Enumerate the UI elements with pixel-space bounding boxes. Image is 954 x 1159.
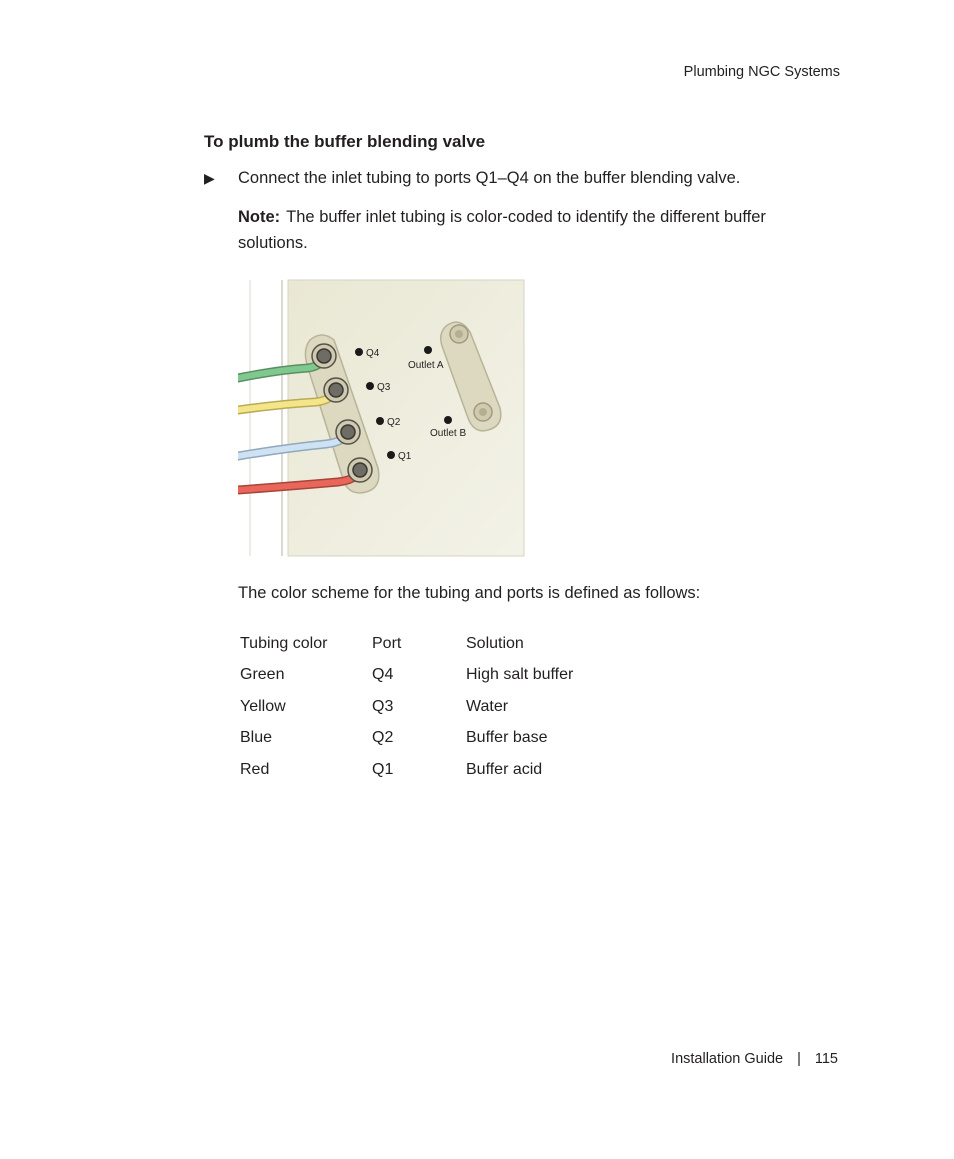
port-label-q2: Q2: [387, 417, 401, 428]
valve-illustration: [238, 278, 526, 558]
page-number: 115: [814, 1051, 838, 1067]
port-dot-q1: [387, 451, 395, 459]
port-label-q3: Q3: [377, 382, 391, 393]
table-row: [238, 723, 626, 755]
cell-solution: High salt buffer: [466, 666, 574, 684]
port-dot-q4: [355, 348, 363, 356]
cell-tubing-color: Green: [240, 666, 285, 684]
header-tubing-color: Tubing color: [240, 634, 328, 652]
table-row: [238, 660, 626, 692]
port-label-q4: Q4: [366, 348, 380, 359]
header-port: Port: [372, 634, 402, 652]
port-dot-q3: [366, 382, 374, 390]
cell-port: Q1: [372, 760, 394, 778]
note-label: Note:: [238, 208, 281, 226]
port-label-q1: Q1: [398, 451, 412, 462]
valve-figure: [238, 278, 526, 558]
port-fitting-q2: [336, 420, 360, 444]
note: [238, 204, 818, 256]
running-header: Plumbing NGC Systems: [683, 64, 840, 80]
header-solution: Solution: [466, 634, 524, 652]
table-header-row: [238, 628, 626, 660]
outlet-a-label: Outlet A: [408, 360, 444, 371]
outlet-b-dot: [444, 416, 452, 424]
cell-tubing-color: Red: [240, 760, 270, 778]
footer-separator: |: [797, 1051, 801, 1067]
port-fitting-q3: [324, 378, 348, 402]
cell-solution: Buffer base: [466, 729, 548, 747]
cell-solution: Buffer acid: [466, 760, 543, 778]
cell-port: Q3: [372, 697, 394, 715]
page-footer: [671, 1051, 838, 1067]
section-heading: To plumb the buffer blending valve: [204, 132, 486, 151]
cell-tubing-color: Yellow: [240, 697, 286, 715]
port-dot-q2: [376, 417, 384, 425]
outlet-b-label: Outlet B: [430, 428, 467, 439]
tubing-color-table: [238, 628, 626, 786]
cell-solution: Water: [466, 697, 509, 715]
port-fitting-q1: [348, 458, 372, 482]
cell-tubing-color: Blue: [240, 729, 273, 747]
table-row: [238, 754, 626, 786]
color-scheme-intro: The color scheme for the tubing and ports is defined as follows:: [238, 584, 701, 602]
footer-doc-title: Installation Guide: [671, 1051, 784, 1067]
table-row: [238, 691, 626, 723]
note-text: The buffer inlet tubing is color-coded to identify the different buffer solutions.: [238, 208, 766, 252]
step-text: Connect the inlet tubing to ports Q1–Q4 on the buffer blending valve.: [238, 169, 741, 187]
port-fitting-q4: [312, 344, 336, 368]
cell-port: Q2: [372, 729, 394, 747]
outlet-a-dot: [424, 346, 432, 354]
cell-port: Q4: [372, 666, 394, 684]
triangle-bullet-icon: ▶: [204, 170, 215, 186]
